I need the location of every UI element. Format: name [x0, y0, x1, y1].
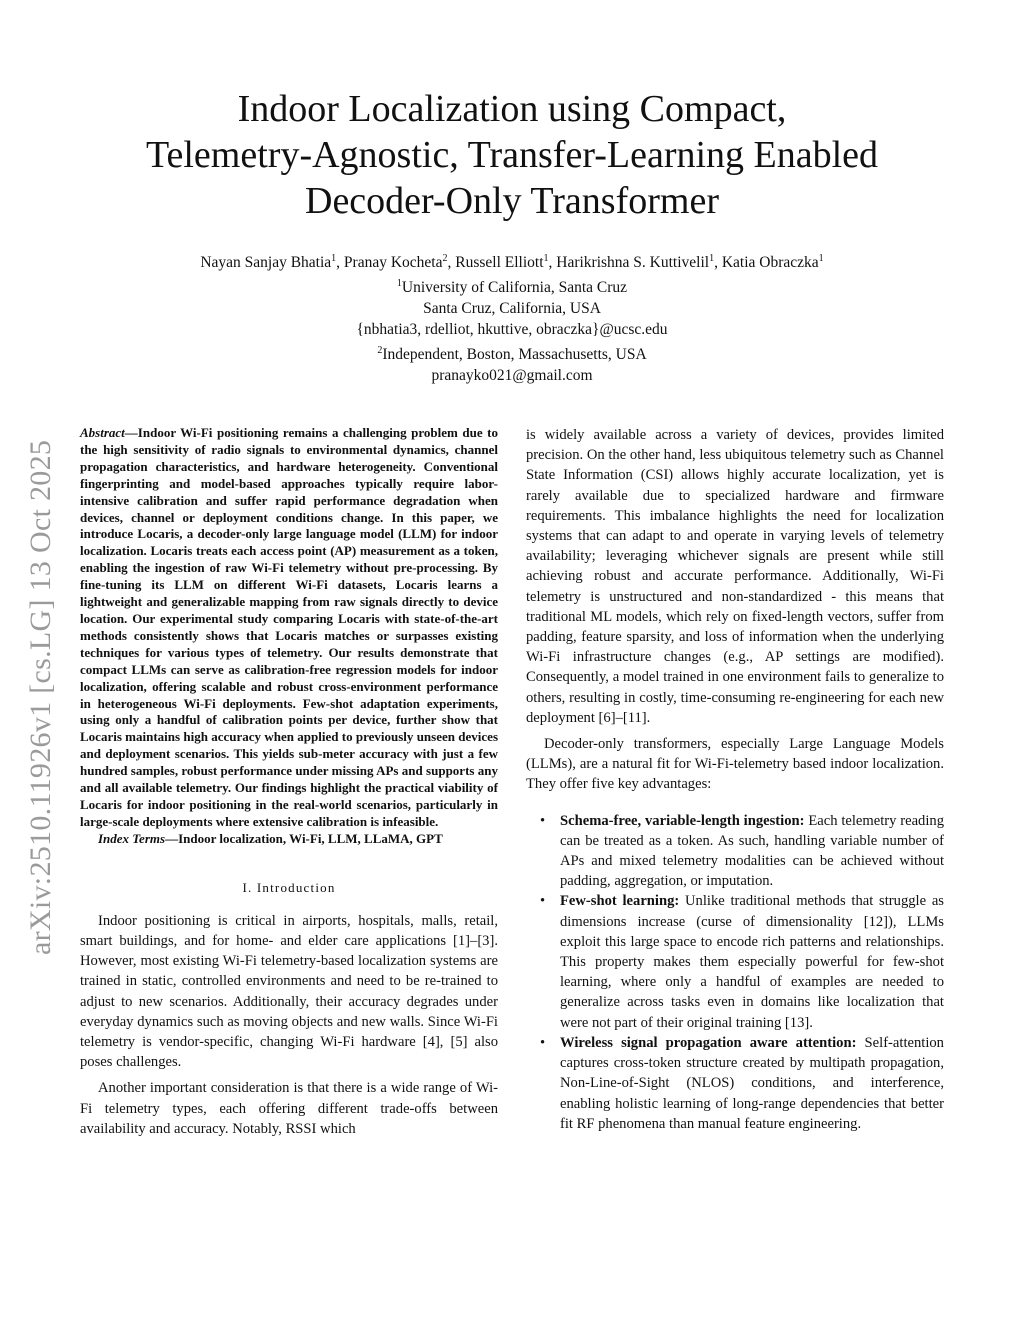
author-name: Russell Elliott: [455, 254, 544, 272]
body-paragraph: Another important consideration is that there is a wide range of Wi-Fi telemetry types, each offering different trade-offs between availability and accuracy. Notably, RSSI which: [80, 1080, 498, 1137]
author-affiliation-mark: 1: [543, 253, 549, 264]
bullet-icon: •: [540, 893, 546, 910]
bullet-icon: •: [540, 812, 546, 829]
list-item-text: Self-attention captures cross-token structure created by multipath propagation, Non-Line-of-Sight (NLOS) conditions, and interference, enabling holistic learning of long-range dependencies that better fit RF phenomena than manual feature engineering.: [560, 1034, 944, 1132]
author-name: Harikrishna S. Kuttivelil: [556, 254, 710, 272]
bullet-icon: •: [540, 1034, 546, 1051]
author-block: [80, 248, 944, 386]
abstract: [80, 425, 498, 831]
title-line: Decoder-Only Transformer: [305, 180, 719, 222]
list-item-heading: Wireless signal propagation aware attention:: [560, 1034, 857, 1051]
author-affiliation-mark: 2: [442, 253, 448, 264]
title-line: Indoor Localization using Compact,: [237, 88, 787, 130]
body-paragraph: is widely available across a variety of devices, provides limited precision. On the other hand, less ubiquitous telemetry such as Channel State Information (CSI) allows highly accurate localization, yet is rarely available due to specialized hardware and firmware requirements. This imbalance highlights the need for localization systems that can adapt to and operate in varying levels of telemetry availability; leveraging whichever signals are present while still achieving robust and accurate performance. Additionally, Wi-Fi telemetry is unstructured and non-standardized - this means that traditional ML models, which rely on fixed-length vectors, suffer from padding, feature sparsity, and loss of information when the underlying Wi-Fi infrastructure changes (e.g., AP settings are modified). Consequently, a model trained in one environment fails to generalize to others, resulting in costly, time-consuming re-engineering for each new deployment [6]–[11].: [526, 427, 944, 726]
affiliation-2: $^2$Independent, Boston, Massachusetts, USA: [377, 345, 647, 364]
body-paragraph: Indoor positioning is critical in airports, hospitals, malls, retail, smart buildings, and for home- and elder care applications [1]–[3]. However, most existing Wi-Fi telemetry-based localization systems are trained in static, controlled environments and need to be re-trained to adjust to new scenarios. Additionally, their accuracy degrades under everyday dynamics such as moving objects and new walls. Since Wi-Fi telemetry is vendor-specific, changing Wi-Fi hardware [4], [5] also poses challenges.: [80, 912, 498, 1071]
author-list: Nayan Sanjay Bhatia$^1$, Pranay Kocheta$^2$, Russell Elliott$^1$, Harikrishna S. Kuttivelil$^1$, Katia Obraczka$^1$: [200, 253, 824, 272]
right-column: [526, 425, 944, 1134]
paper-title: [100, 86, 924, 224]
author-affiliation-mark: 1: [331, 253, 337, 264]
index-terms: [80, 831, 498, 848]
abstract-label: Abstract: [80, 425, 125, 440]
index-terms-text: —Indoor localization, Wi-Fi, LLM, LLaMA, GPT: [165, 830, 443, 846]
left-column: [80, 425, 498, 1145]
index-terms-label: Index Terms: [98, 830, 166, 846]
body-paragraph: Decoder-only transformers, especially Large Language Models (LLMs), are a natural fit for Wi-Fi-telemetry based indoor localization. They offer five key advantages:: [526, 736, 944, 793]
list-item-text: Each telemetry reading can be treated as a token. As such, handling variable number of APs and mixed telemetry modalities can be achieved without padding, aggregation, or imputation.: [560, 812, 945, 890]
affiliation-1-emails: {nbhatia3, rdelliot, hkuttive, obraczka}@ucsc.edu: [356, 321, 668, 339]
author-name: Katia Obraczka: [721, 254, 819, 272]
affiliation-1-location: Santa Cruz, California, USA: [423, 300, 601, 318]
list-item: [526, 811, 944, 892]
advantages-list: [526, 811, 944, 1134]
list-item: [526, 1033, 944, 1134]
section-heading: I. Introduction: [242, 879, 336, 895]
author-name: Nayan Sanjay Bhatia: [200, 254, 332, 272]
list-item-heading: Few-shot learning:: [560, 893, 680, 910]
list-item-heading: Schema-free, variable-length ingestion:: [560, 812, 805, 829]
author-affiliation-mark: 1: [818, 253, 824, 264]
list-item: [526, 891, 944, 1032]
author-affiliation-mark: 1: [709, 253, 715, 264]
title-line: Telemetry-Agnostic, Transfer-Learning Enabled: [145, 134, 879, 176]
affiliation-2-email: pranayko021@gmail.com: [431, 367, 593, 385]
affiliation-1: $^1$University of California, Santa Cruz: [396, 278, 628, 297]
list-item-text: Unlike traditional methods that struggle as dimensions increase (curse of dimensionality [12]), LLMs exploit this large space to encode rich patterns and relationships. This property makes them especially powerful for few-shot learning, where only a handful of examples are needed to generalize across tasks even in domains like localization that were not part of their original training [13].: [560, 893, 944, 1031]
arxiv-identifier: arXiv:2510.11926v1 [cs.LG] 13 Oct 2025: [24, 439, 57, 955]
author-name: Pranay Kocheta: [343, 254, 443, 272]
abstract-text: —Indoor Wi-Fi positioning remains a challenging problem due to the high sensitivity of radio signals to environmental dynamics, channel propagation characteristics, and hardware heterogeneity. Conventional fingerprinting and model-based approaches typically require labor-intensive calibration and suffer rapid performance degradation when devices, channel or deployment conditions change. In this paper, we introduce Locaris, a decoder-only large language model (LLM) for indoor localization. Locaris treats each access point (AP) measurement as a token, enabling the ingestion of raw Wi-Fi telemetry without pre-processing. By fine-tuning its LLM on different Wi-Fi datasets, Locaris learns a lightweight and generalizable mapping from raw signals directly to device location. Our experimental study comparing Locaris with state-of-the-art methods consistently shows that Locaris matches or surpasses existing techniques for various types of telemetry. Our results demonstrate that compact LLMs can serve as calibration-free regression models for indoor localization, offering scalable and robust cross-environment performance in heterogeneous Wi-Fi deployments. Few-shot adaptation experiments, using only a handful of calibration points per device, further show that Locaris maintains high accuracy when applied to previously unseen devices and deployment scenarios. This yields sub-meter accuracy with just a few hundred samples, robust performance under missing APs and supports any and all available telemetry. Our findings highlight the practical viability of Locaris for indoor positioning in the real-world scenarios, particularly in large-scale deployments where extensive calibration is infeasible.: [80, 425, 498, 829]
